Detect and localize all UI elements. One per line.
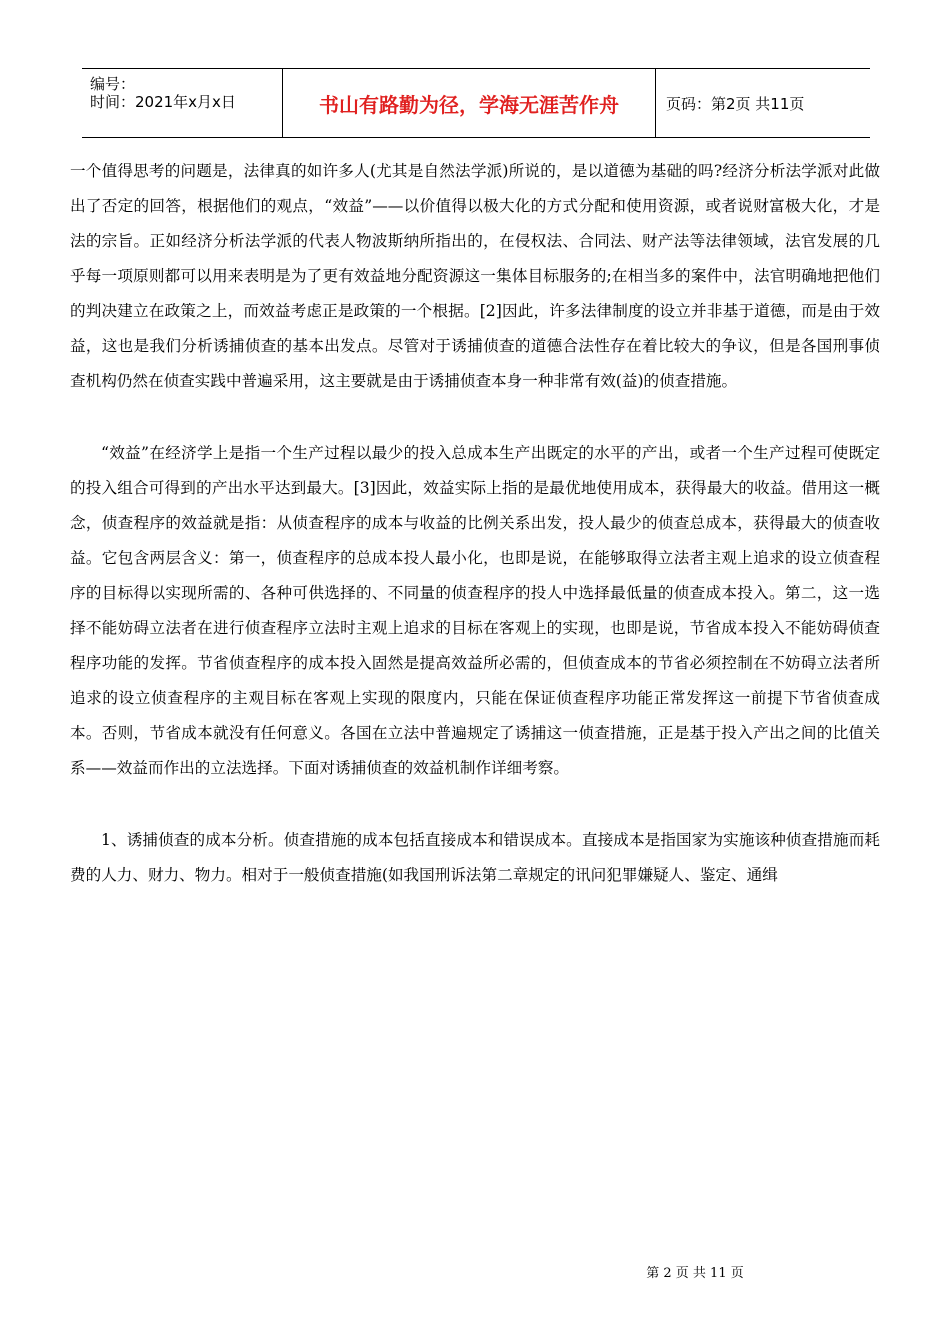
document-body <box>70 154 880 893</box>
paragraph-2: “效益”在经济学上是指一个生产过程以最少的投入总成本生产出既定的水平的产出，或者一个生产过程可使既定的投入组合可得到的产出水平达到最大。[3]因此，效益实际上指的是最优地使用成本，获得最大的收益。借用这一概念，侦查程序的效益就是指：从侦查程序的成本与收益的比例关系出发，投人最少的侦查总成本，获得最大的侦查收益。它包含两层含义：第一，侦查程序的总成本投人最小化，也即是说，在能够取得立法者主观上追求的设立侦查程序的目标得以实现所需的、各种可供选择的、不同量的侦查程序的投人中选择最低量的侦查成本投入。第二，这一选择不能妨碍立法者在进行侦查程序立法时主观上追求的目标在客观上的实现，也即是说，节省成本投入不能妨碍侦查程序功能的发挥。节省侦查程序的成本投入固然是提高效益所必需的，但侦查成本的节省必须控制在不妨碍立法者所追求的设立侦查程序的主观目标在客观上实现的限度内，只能在保证侦查程序功能正常发挥这一前提下节省侦查成本。否则，节省成本就没有任何意义。各国在立法中普遍规定了诱捕这一侦查措施，正是基于投入产出之间的比值关系——效益而作出的立法选择。下面对诱捕侦查的效益机制作详细考察。 <box>70 444 880 777</box>
document-date: 时间：2021年x月x日 <box>90 93 236 111</box>
paragraph-gap <box>70 786 880 823</box>
header-motto: 书山有路勤为径，学海无涯苦作舟 <box>319 93 619 117</box>
paragraph-gap <box>70 399 880 436</box>
paragraph-1: 一个值得思考的问题是，法律真的如许多人(尤其是自然法学派)所说的，是以道德为基础的吗?经济分析法学派对此做出了否定的回答，根据他们的观点，“效益”——以价值得以极大化的方式分配和使用资源，或者说财富极大化，才是法的宗旨。正如经济分析法学派的代表人物波斯纳所指出的，在侵权法、合同法、财产法等法律领域，法官发展的几乎每一项原则都可以用来表明是为了更有效益地分配资源这一集体目标服务的;在相当多的案件中，法官明确地把他们的判决建立在政策之上，而效益考虑正是政策的一个根据。[2]因此，许多法律制度的设立并非基于道德，而是由于效益，这也是我们分析诱捕侦查的基本出发点。尽管对于诱捕侦查的道德合法性存在着比较大的争议，但是各国刑事侦查机构仍然在侦查实践中普遍采用，这主要就是由于诱捕侦查本身一种非常有效(益)的侦查措施。 <box>70 162 880 390</box>
paragraph-3: 1、诱捕侦查的成本分析。侦查措施的成本包括直接成本和错误成本。直接成本是指国家为实施该种侦查措施而耗费的人力、财力、物力。相对于一般侦查措施(如我国刑诉法第二章规定的讯问犯罪嫌疑人、鉴定、通缉 <box>70 831 880 884</box>
header-page-info: 页码：第2页 共11页 <box>666 95 805 113</box>
page-header <box>82 68 870 138</box>
page-footer <box>0 1262 950 1281</box>
footer-page-number: 第 2 页 共 11 页 <box>646 1266 744 1281</box>
header-center-cell <box>282 69 656 137</box>
header-right-cell <box>656 69 870 137</box>
header-left-cell <box>82 69 282 137</box>
document-number-label: 编号： <box>90 75 136 93</box>
